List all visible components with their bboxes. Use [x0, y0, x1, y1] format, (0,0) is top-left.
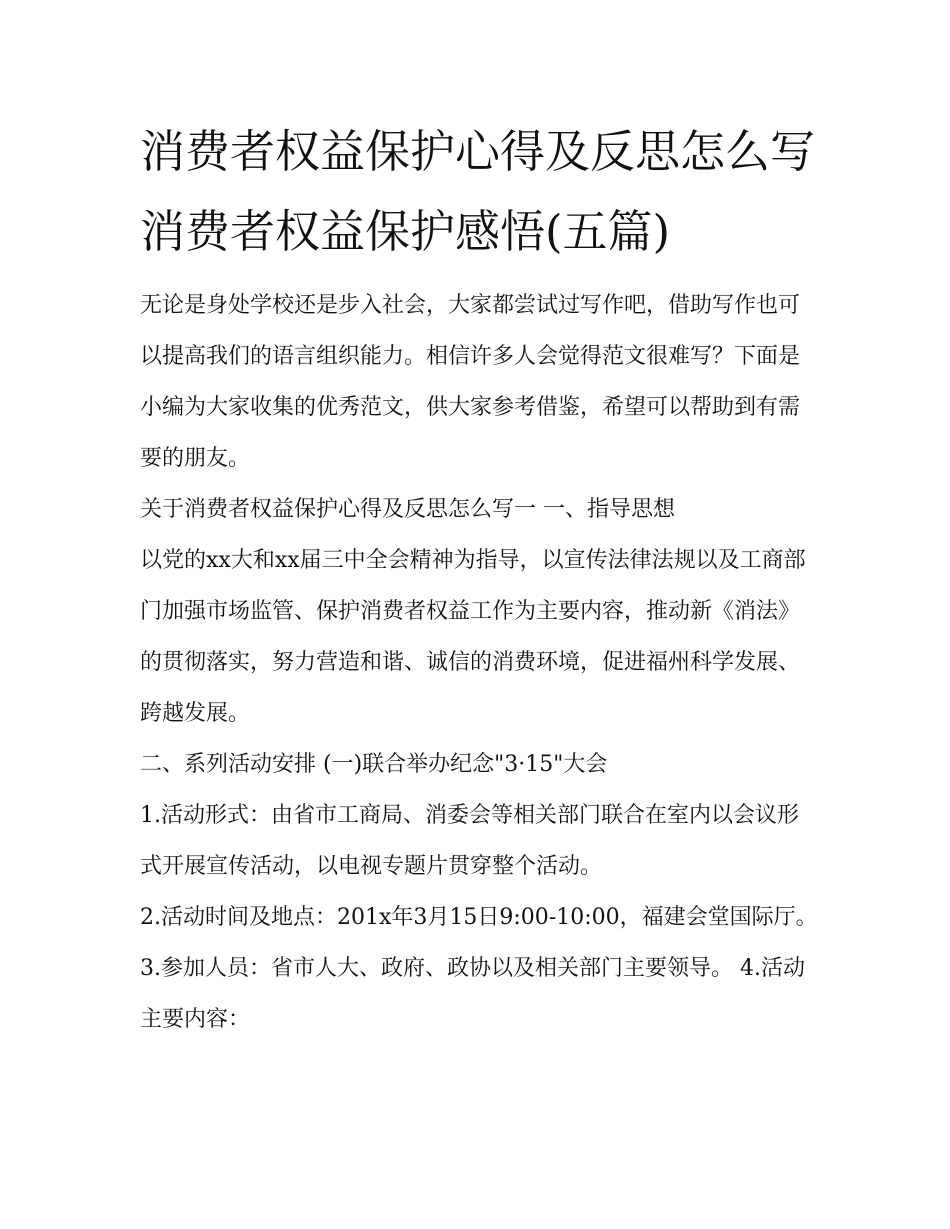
activity-form-paragraph: 1.活动形式：由省市工商局、消委会等相关部门联合在室内以会议形式开展宣传活动，以电视专题片贯穿整个活动。 — [140, 803, 799, 879]
guiding-thought-paragraph: 以党的xx大和xx届三中全会精神为指导，以宣传法律法规以及工商部门加强市场监管、保护消费者权益工作为主要内容，推动新《消法》的贯彻落实，努力营造和谐、诚信的消费环境，促进福州科学发展、跨越发展。 — [140, 548, 806, 726]
section-heading-activities: 二、系列活动安排 (一)联合举办纪念"3·15"大会 — [140, 752, 608, 777]
document-title: 消费者权益保护心得及反思怎么写 消费者权益保护感悟(五篇) — [140, 125, 816, 258]
intro-paragraph: 无论是身处学校还是步入社会，大家都尝试过写作吧，借助写作也可以提高我们的语言组织能力。相信许多人会觉得范文很难写？下面是小编为大家收集的优秀范文，供大家参考借鉴，希望可以帮助到有需要的朋友。 — [140, 293, 801, 471]
activity-time-paragraph: 2.活动时间及地点：201x年3月15日9:00-10:00，福建会堂国际厅。 3.参加人员：省市人大、政府、政协以及相关部门主要领导。 4.活动主要内容： — [140, 905, 818, 1032]
document-page — [140, 112, 820, 1045]
section-heading-guiding-thought: 关于消费者权益保护心得及反思怎么写一 一、指导思想 — [140, 497, 675, 522]
document-body — [140, 280, 820, 1045]
